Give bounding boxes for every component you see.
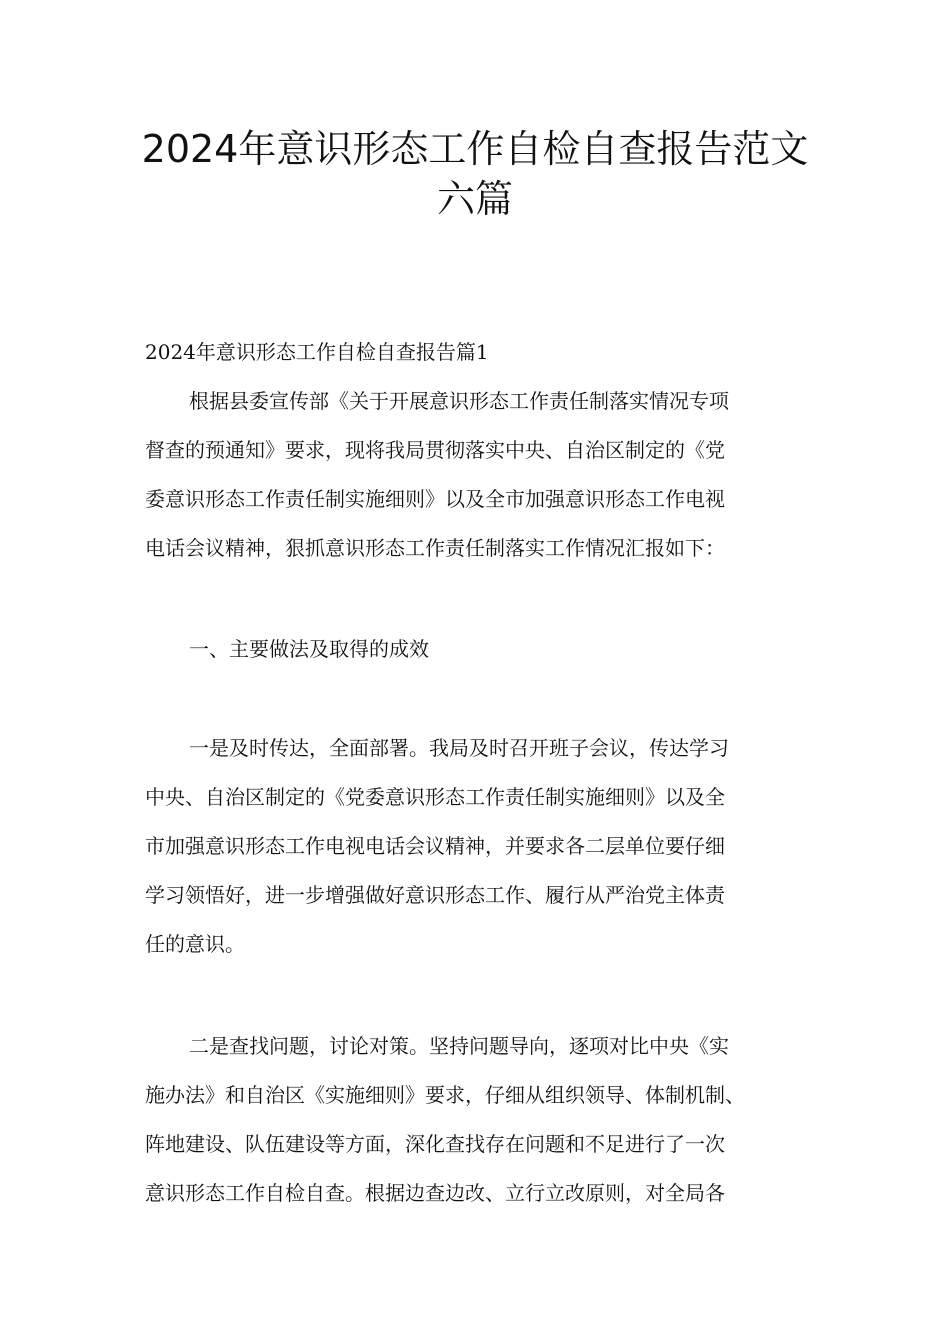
paragraph-point-2 [145,1022,845,1218]
section-heading-1 [145,625,845,674]
paragraph-line: 一是及时传达，全面部署。我局及时召开班子会议，传达学习 [189,736,729,760]
paragraph-line: 根据县委宣传部《关于开展意识形态工作责任制落实情况专项 [189,389,729,413]
paragraph-line: 督查的预通知》要求，现将我局贯彻落实中央、自治区制定的《党 [145,438,725,462]
paragraph-line: 委意识形态工作责任制实施细则》以及全市加强意识形态工作电视 [145,487,725,511]
paragraph-line: 二是查找问题，讨论对策。坚持问题导向，逐项对比中央《实 [189,1034,729,1058]
title-line-1: 2024年意识形态工作自检自查报告范文 [141,127,809,171]
title-line-2: 六篇 [436,177,513,221]
report-subheading [145,328,845,377]
section-heading-text: 一、主要做法及取得的成效 [189,637,429,661]
paragraph-line: 市加强意识形态工作电视电话会议精神，并要求各二层单位要仔细 [145,834,725,858]
paragraph-line: 中央、自治区制定的《党委意识形态工作责任制实施细则》以及全 [145,785,725,809]
paragraph-intro [145,377,845,573]
subheading-text: 2024年意识形态工作自检自查报告篇1 [145,340,489,364]
paragraph-line: 阵地建设、队伍建设等方面，深化查找存在问题和不足进行了一次 [145,1132,725,1156]
paragraph-line: 学习领悟好，进一步增强做好意识形态工作、履行从严治党主体责 [145,883,725,907]
paragraph-line: 电话会议精神，狠抓意识形态工作责任制落实工作情况汇报如下： [145,536,725,560]
paragraph-line: 施办法》和自治区《实施细则》要求，仔细从组织领导、体制机制、 [145,1083,745,1107]
paragraph-line: 任的意识。 [145,932,245,956]
paragraph-line: 意识形态工作自检自查。根据边查边改、立行立改原则，对全局各 [145,1181,725,1205]
document-title [100,124,850,224]
paragraph-point-1 [145,724,845,969]
